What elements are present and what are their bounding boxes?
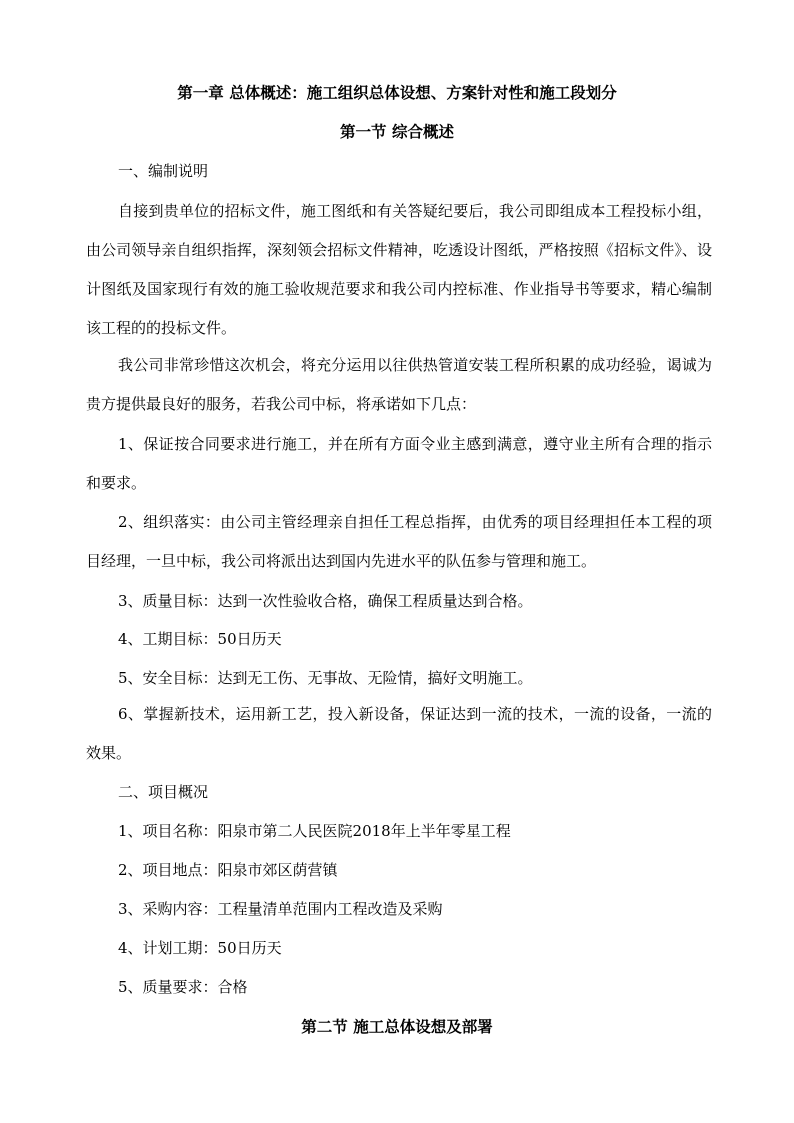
commitment-item-4: 4、工期目标：50日历天 bbox=[118, 630, 282, 648]
project-item-duration: 4、计划工期：50日历天 bbox=[118, 939, 282, 957]
section-title-deployment: 第二节 施工总体设想及部署 bbox=[301, 1017, 493, 1036]
commitment-item-3: 3、质量目标：达到一次性验收合格，确保工程质量达到合格。 bbox=[118, 592, 533, 610]
paragraph-intro: 自接到贵单位的招标文件，施工图纸和有关答疑纪要后，我公司即组成本工程投标小组，由公司领导亲自组织指挥，深刻领会招标文件精神，吃透设计图纸，严格按照《招标文件》、设计图纸及国家现行有效的施工验收规范要求和我公司内控标准、作业指导书等要求，精心编制该工程的的投标文件。 bbox=[86, 202, 712, 337]
commitment-item-2: 2、组织落实：由公司主管经理亲自担任工程总指挥，由优秀的项目经理担任本工程的项目经理，一旦中标，我公司将派出达到国内先进水平的队伍参与管理和施工。 bbox=[86, 513, 712, 570]
commitment-item-5: 5、安全目标：达到无工伤、无事故、无险情，搞好文明施工。 bbox=[118, 669, 533, 687]
chapter-title: 第一章 总体概述：施工组织总体设想、方案针对性和施工段划分 bbox=[177, 83, 617, 102]
project-item-procurement: 3、采购内容：工程量清单范围内工程改造及采购 bbox=[118, 900, 443, 918]
section-title-overview: 第一节 综合概述 bbox=[340, 122, 454, 141]
heading-preparation-notes: 一、编制说明 bbox=[118, 162, 209, 180]
commitment-item-6: 6、掌握新技术，运用新工艺，投入新设备，保证达到一流的技术，一流的设备，一流的效果。 bbox=[86, 705, 712, 762]
project-item-location: 2、项目地点：阳泉市郊区荫营镇 bbox=[118, 861, 338, 879]
paragraph-commitment: 我公司非常珍惜这次机会，将充分运用以往供热管道安装工程所积累的成功经验，谒诚为贵方提供最良好的服务，若我公司中标，将承诺如下几点： bbox=[86, 356, 712, 413]
project-item-name: 1、项目名称：阳泉市第二人民医院2018年上半年零星工程 bbox=[118, 822, 511, 840]
project-item-quality: 5、质量要求：合格 bbox=[118, 978, 248, 996]
commitment-item-1: 1、保证按合同要求进行施工，并在所有方面令业主感到满意，遵守业主所有合理的指示和要求。 bbox=[86, 435, 712, 492]
heading-project-overview: 二、项目概况 bbox=[118, 783, 209, 801]
